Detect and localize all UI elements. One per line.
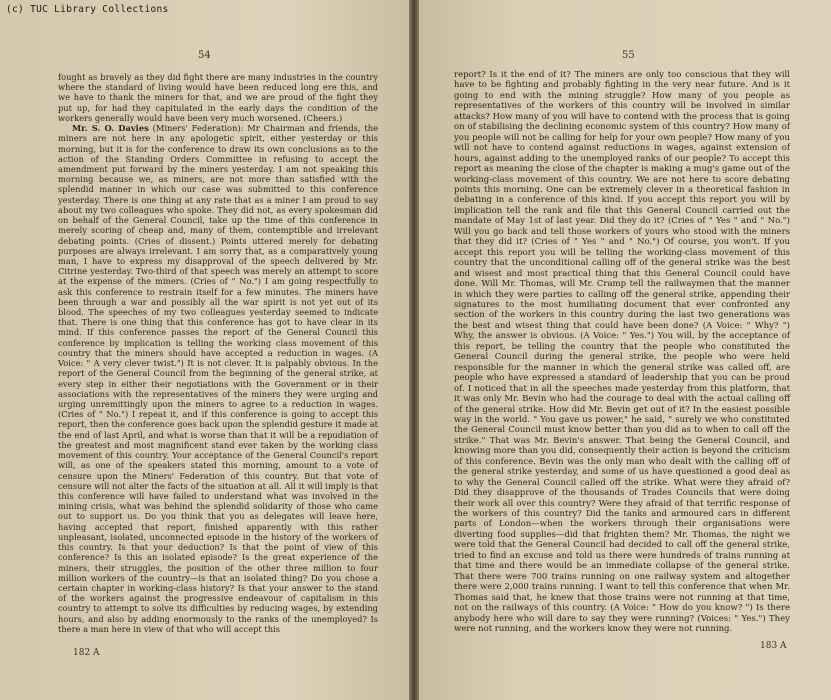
page-number-left: 54 (198, 50, 211, 61)
watermark-text: (c) TUC Library Collections (6, 4, 169, 15)
left-paragraph-2 (58, 123, 378, 634)
speech-text: (Miners' Federation): Mr Chairman and friends, the miners are not here in any apologetic spirit, either yesterday or this morning, but it is for the conference to draw its own conclusions as to the action of the Standing Orders Committee in refusing to accept the amendment put forward by the miners yesterday. I am not speaking this morning because we, as miners, are not more than satisfied with the splendid manner in which our case was submitted to this conference yesterday. There is one thing at any rate that as a miner I am proud to say about my two colleagues who spoke. They did not, as every spokesman did on behalf of the General Council, take up the time of this conference in merely scoring of cheap and, many of them, contemptible and irrelevant debating points. (Cries of dissent.) Points uttered merely for debating purposes are always irrelevant. I am sorry that, as a comparatively young man, I have to express my disapproval of the speech delivered by Mr. Citrine yesterday. Two-third of that speech was merely an attempt to score at the expense of the miners. (Cries of " No.") I am going respectfully to ask this conference to restrain itself for a few minutes. The miners have been through a war and possibly all the war spirit is not yet out of its blood. The speeches of my two colleagues yesterday seemed to indicate that. There is one thing that this conference has got to have clear in its mind. If this conference passes the report of the General Council this conference by implication is telling the working class movement of this country that the miners should have accepted a reduction in wages. (A Voice: " A very clever twist.") It is not clever. It is palpably obvious. In the report of the General Council from the beginning of the general strike, at every step in either their negotiations with the Government or in their associations with the representatives of the miners they were urging and urging unremittingly upon the miners to agree to a reduction in wages. (Cries of " No.") I repeat it, and if this conference is going to accept this report, then the conference goes back upon the splendid gesture it made at the end of last April, and what is worse than that it will be a repudiation of the greatest and most magnificent stand ever taken by the working class movement of this country. Your acceptance of the General Council's report will, as one of the speakers stated this morning, amount to a vote of censure upon the Miners' Federation of this country. But that vote of censure will not alter the facts of the situation at all. All it will imply is that this conference will have failed to understand what was involved in the mining crisis, what was behind the splendid solidarity of those who came out to support us. Do you think that you as delegates will leave here, having accepted that report, finished apparently with this rather unpleasant, isolated, unconnected episode in the history of the workers of this country. Is that your deduction? Is that the point of view of this conference? Is this an isolated episode? Is the great experience of the miners, their struggles, the position of the other three million to four million workers of the country—is that an isolated thing? Do you chose a certain chapter in working-class history? Is that your answer to the stand of the workers against the progressive endeavour of capitalism in this country to attempt to solve its difficulties by reducing wages, by extending hours, and also by adding enormously to the ranks of the unemployed? Is there a man here in view of that who will accept this (58, 123, 378, 634)
right-page-text (454, 70, 790, 634)
left-paragraph-1: fought as bravely as they did fight there are many industries in the country where the standard of living would have been reduced long ere this, and we have to thank the miners for that, and we are proud of the fight they put up, for had they capitulated in the early days the condition of the workers generally would have been very much worsened. (Cheers.) (58, 72, 378, 123)
left-page-text (58, 72, 378, 634)
page-number-right: 55 (622, 50, 635, 61)
book-gutter (409, 0, 419, 700)
right-paragraph-1: report? Is it the end of it? The miners are only too conscious that they will have to be fighting and probably fighting in the very near future. And is it going to end with the mining struggle? How many of you people as representatives of the workers of this country will be involved in similar attacks? How many of you will have to contend with the process that is going on of stabilising the declining economic system of this country? How many of you people will not be calling for help for your own people? How many of you will not have to contend against reductions in wages, against extension of hours, against adding to the unemployed ranks of our people? To accept this report as meaning the close of the chapter is making a mug's game out of the working-class movement of this country. We are not here to score debating points this morning. One can be extremely clever in a theoretical fashion in debating in a conference of this kind. If you accept this report you will by implication tell the rank and file that this General Council carried out the mandate of May 1st of last year. Did they do it? (Cries of " Yes " and " No.") Will you go back and tell those workers of yours who stood with the miners that they did it? (Cries of " Yes " and " No.") Of course, you won't. If you accept this report you will be telling the working-class movement of this country that the unconditional calling off of the general strike was the best and wisest and most practical thing that this General Council could have done. Will Mr. Thomas, will Mr. Cramp tell the railwaymen that the manner in which they were parties to calling off the general strike, appending their signatures to the most humiliating document that ever confronted any section of the workers in this country during the last two generations was the best and wisest thing that could have been done? (A Voice: " Why? ") Why, the answer is obvious. (A Voice: " Yes.") You will, by the acceptance of this report, be telling the country that the people who constituted the General Council during the general strike, the people who were held responsible for the manner in which the general strike was called off, are people who have expressed a standard of leadership that you can be proud of. I noticed that in all the speeches made yesterday from this platform, that it was only Mr. Bevin who had the courage to deal with the actual calling off of the general strike. How did Mr. Bevin get out of it? In the easiest possible way in the world. " You gave us power," he said, " surely we who constituted the General Council must know better than you did as to when to call off the strike." That was Mr. Bevin's answer. That being the General Council, and knowing more than you did, consequently their action is beyond the criticism of this conference. Bevin was the only man who dealt with the calling off of the general strike yesterday, and some of us have questioned a good deal as to why the General Council called off the strike. What were they afraid of? Did they disapprove of the thousands of Trades Councils that were doing their work all over this country? Were they afraid of that terrific response of the workers of this country? Did the tanks and armoured cars in different parts of London—when the workers through their organisations were diverting food supplies—did that frighten them? Mr. Thomas, the night we were told that the General Council had decided to call off the general strike, tried to find an excuse and told us there were hundreds of trains running at that time and there would be an immediate collapse of the general strike. That there were 700 trains running on one railway system and altogether there were 2,000 trains running. I want to tell this conference that when Mr. Thomas said that, he knew that those trains were not running at that time, not on the railways of this country. (A Voice: " How do you know? ") Is there anybody here who will dare to say they were running? (Voices: " Yes.") They were not running, and the workers know they were not running. (454, 70, 790, 635)
speaker-name: Mr. S. O. Davies (72, 123, 149, 134)
footer-left: 182 A (73, 648, 100, 658)
footer-right: 183 A (760, 641, 787, 651)
left-page (0, 0, 409, 700)
right-page (419, 0, 831, 700)
